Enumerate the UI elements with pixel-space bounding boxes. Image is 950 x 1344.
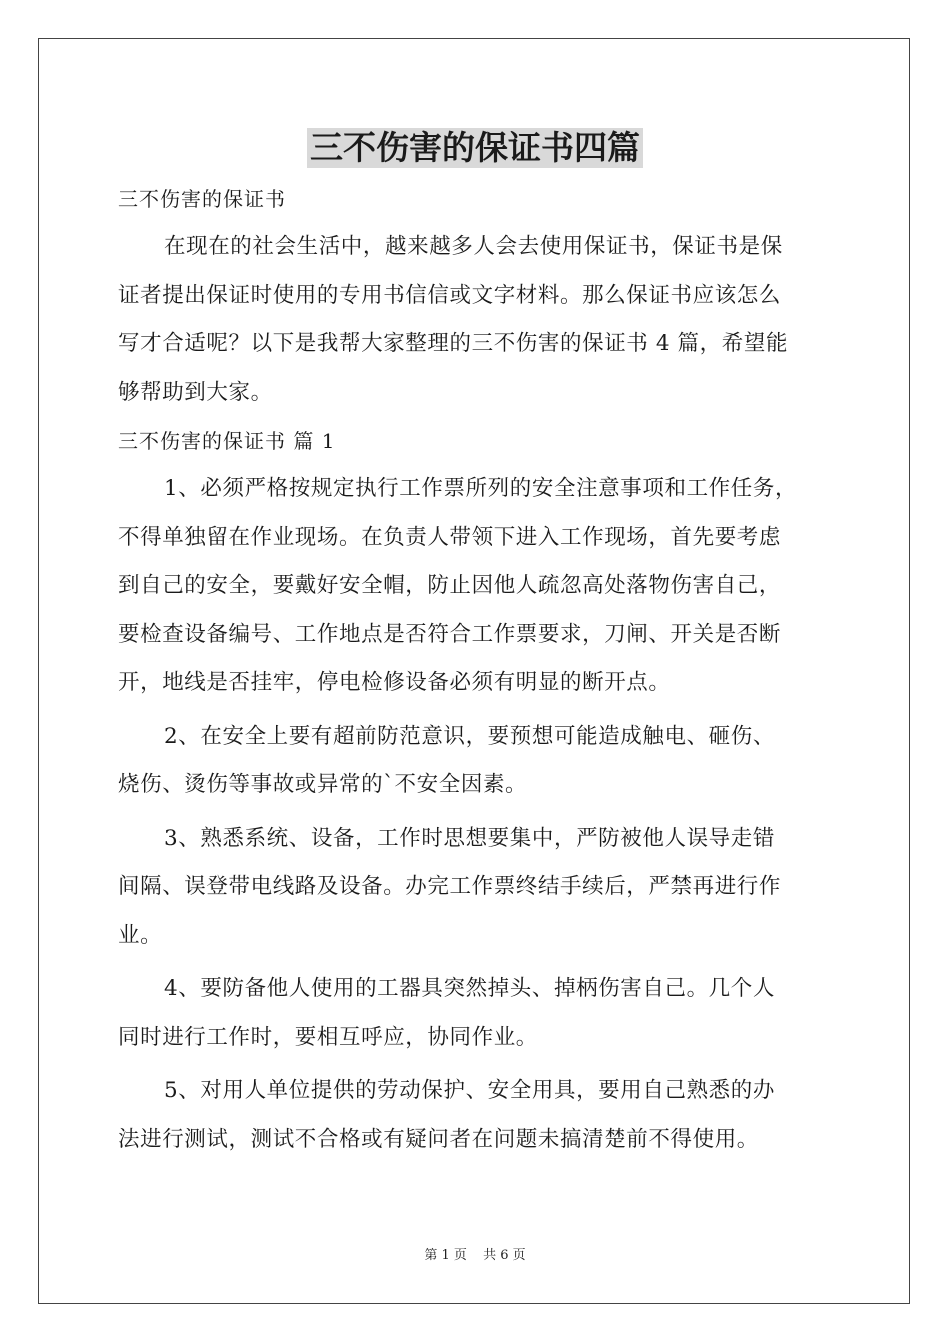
paragraph-line: 要检查设备编号、工作地点是否符合工作票要求，刀闸、开关是否断 [118,621,782,647]
paragraph-line: 证者提出保证时使用的专用书信信或文字材料。那么保证书应该怎么 [118,282,782,308]
item-5-paragraph [118,1067,838,1164]
paragraph-line: 烧伤、烫伤等事故或异常的`不安全因素。 [118,772,528,797]
title-block [0,128,950,168]
paragraph-line: 开，地线是否挂牢，停电检修设备必须有明显的断开点。 [118,670,671,695]
document-title: 三不伤害的保证书四篇 [307,128,643,168]
item-3-paragraph [118,815,838,961]
paragraph-line: 在现在的社会生活中，越来越多人会去使用保证书，保证书是保 [164,234,783,259]
paragraph-line: 不得单独留在作业现场。在负责人带领下进入工作现场，首先要考虑 [118,524,782,550]
page-footer [0,1244,950,1263]
paragraph-line: 4、要防备他人使用的工器具突然掉头、掉柄伤害自己。几个人 [164,976,775,1001]
paragraph-line: 间隔、误登带电线路及设备。办完工作票终结手续后，严禁再进行作 [118,874,782,899]
paragraph-line: 2、在安全上要有超前防范意识，要预想可能造成触电、砸伤、 [164,723,775,749]
paragraph-line: 法进行测试，测试不合格或有疑问者在问题未搞清楚前不得使用。 [118,1126,759,1152]
document-subtitle: 三不伤害的保证书 [118,187,286,211]
item-2-paragraph [118,713,838,810]
page-number: 第 1 页 [424,1248,467,1263]
paragraph-line: 1、必须严格按规定执行工作票所列的安全注意事项和工作任务， [164,476,798,501]
paragraph-line: 5、对用人单位提供的劳动保护、安全用具，要用自己熟悉的办 [164,1078,775,1103]
paragraph-line: 写才合适呢？以下是我帮大家整理的三不伤害的保证书 4 篇，希望能 [118,331,789,356]
item-4-paragraph [118,965,838,1062]
paragraph-line: 业。 [118,922,163,948]
paragraph-line: 够帮助到大家。 [118,379,273,405]
paragraph-line: 同时进行工作时，要相互呼应，协同作业。 [118,1024,538,1050]
paragraph-line: 到自己的安全，要戴好安全帽，防止因他人疏忽高处落物伤害自己， [118,573,782,598]
document-body [118,175,838,1164]
intro-paragraph [118,223,838,417]
section-heading: 三不伤害的保证书 篇 1 [118,429,336,453]
page-total: 共 6 页 [483,1248,526,1263]
paragraph-line: 3、熟悉系统、设备，工作时思想要集中，严防被他人误导走错 [164,825,775,851]
item-1-paragraph [118,465,838,708]
